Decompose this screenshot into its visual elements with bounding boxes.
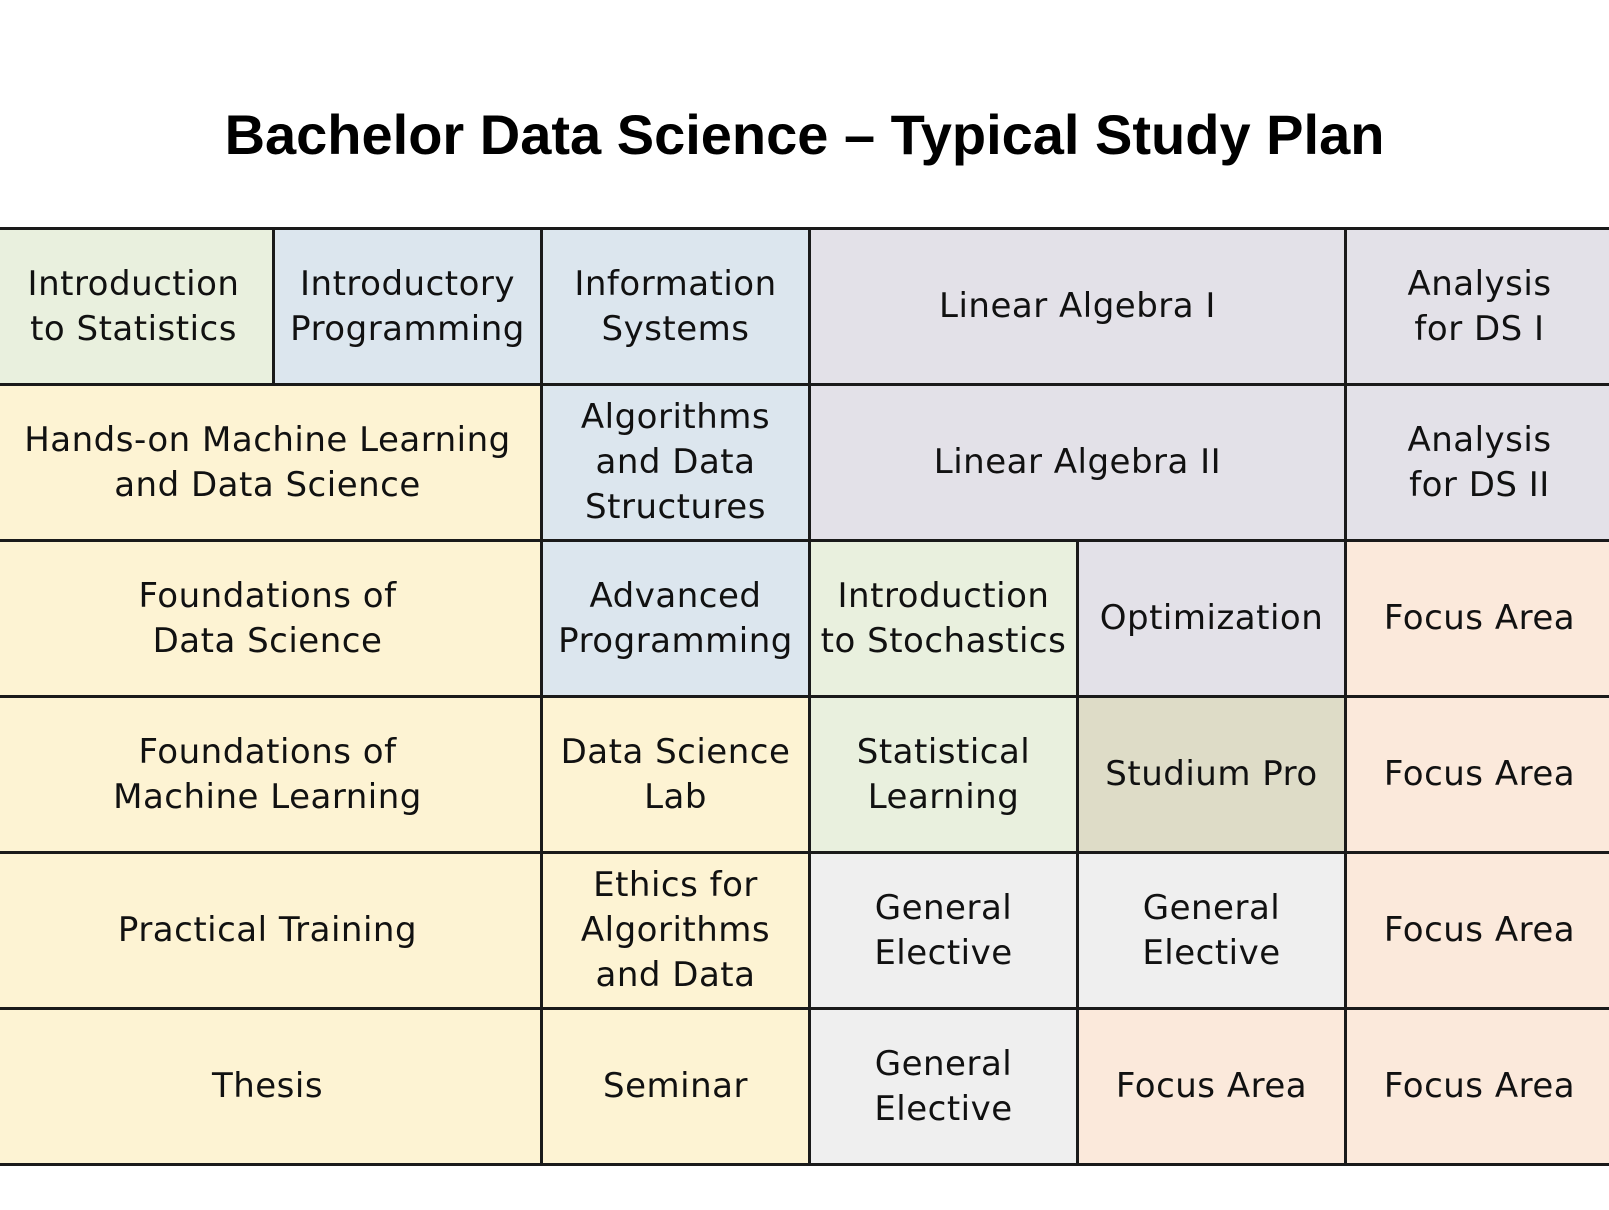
page-title: Bachelor Data Science – Typical Study Plan <box>224 103 1385 166</box>
course-focus-area-4: Focus Area <box>1076 1007 1347 1166</box>
course-intro-stochastics: Introduction to Stochastics <box>808 539 1079 698</box>
course-focus-area-5: Focus Area <box>1344 1007 1609 1166</box>
course-linear-algebra-1: Linear Algebra I <box>808 227 1347 386</box>
course-studium-pro: Studium Pro <box>1076 695 1347 854</box>
course-general-elective-1: General Elective <box>808 851 1079 1010</box>
course-thesis: Thesis <box>0 1007 543 1166</box>
course-seminar: Seminar <box>540 1007 811 1166</box>
course-optimization: Optimization <box>1076 539 1347 698</box>
course-information-systems: Information Systems <box>540 227 811 386</box>
course-general-elective-3: General Elective <box>808 1007 1079 1166</box>
course-foundations-ml: Foundations of Machine Learning <box>0 695 543 854</box>
course-general-elective-2: General Elective <box>1076 851 1347 1010</box>
course-algorithms-data-structures: Algorithms and Data Structures <box>540 383 811 542</box>
course-practical-training: Practical Training <box>0 851 543 1010</box>
course-analysis-ds-2: Analysis for DS II <box>1344 383 1609 542</box>
course-focus-area-3: Focus Area <box>1344 851 1609 1010</box>
course-data-science-lab: Data Science Lab <box>540 695 811 854</box>
course-intro-programming: Introductory Programming <box>272 227 543 386</box>
course-intro-statistics: Introduction to Statistics <box>0 227 275 386</box>
course-advanced-programming: Advanced Programming <box>540 539 811 698</box>
course-hands-on-ml-ds: Hands-on Machine Learning and Data Science <box>0 383 543 542</box>
course-linear-algebra-2: Linear Algebra II <box>808 383 1347 542</box>
course-ethics-algorithms-data: Ethics for Algorithms and Data <box>540 851 811 1010</box>
course-focus-area-2: Focus Area <box>1344 695 1609 854</box>
course-foundations-ds: Foundations of Data Science <box>0 539 543 698</box>
study-plan-grid <box>0 227 1609 1166</box>
course-analysis-ds-1: Analysis for DS I <box>1344 227 1609 386</box>
course-focus-area-1: Focus Area <box>1344 539 1609 698</box>
course-statistical-learning: Statistical Learning <box>808 695 1079 854</box>
